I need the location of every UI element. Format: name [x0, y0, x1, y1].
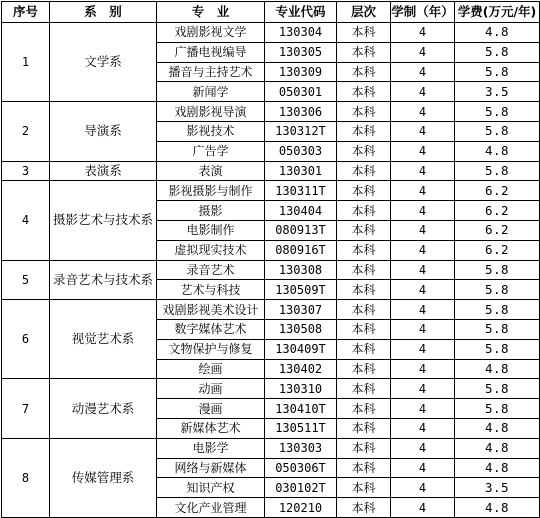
- major-level: 本科: [337, 498, 391, 518]
- major-code: 130306: [265, 102, 337, 122]
- major-years: 4: [391, 42, 455, 62]
- major-code: 130309: [265, 62, 337, 82]
- table-body: [2, 23, 540, 518]
- major-fee: 5.8: [455, 260, 540, 280]
- major-code: 030102T: [265, 478, 337, 498]
- department-number: 8: [2, 438, 50, 517]
- major-years: 4: [391, 498, 455, 518]
- major-code: 130304: [265, 23, 337, 43]
- header-level: 层次: [337, 2, 391, 23]
- major-years: 4: [391, 300, 455, 320]
- major-name: 戏剧影视美术设计: [157, 300, 265, 320]
- major-fee: 5.8: [455, 319, 540, 339]
- major-name: 录音艺术: [157, 260, 265, 280]
- department-number: 4: [2, 181, 50, 260]
- major-code: 120210: [265, 498, 337, 518]
- department-number: 1: [2, 23, 50, 102]
- major-code: 130310: [265, 379, 337, 399]
- major-fee: 4.8: [455, 141, 540, 161]
- major-years: 4: [391, 161, 455, 181]
- table-row: [2, 300, 540, 320]
- major-fee: 4.8: [455, 418, 540, 438]
- department-number: 2: [2, 102, 50, 161]
- major-level: 本科: [337, 300, 391, 320]
- major-level: 本科: [337, 458, 391, 478]
- major-level: 本科: [337, 339, 391, 359]
- table-row: [2, 379, 540, 399]
- major-fee: 4.8: [455, 23, 540, 43]
- major-level: 本科: [337, 418, 391, 438]
- major-years: 4: [391, 418, 455, 438]
- major-fee: 3.5: [455, 478, 540, 498]
- major-name: 知识产权: [157, 478, 265, 498]
- major-level: 本科: [337, 121, 391, 141]
- major-name: 艺术与科技: [157, 280, 265, 300]
- major-level: 本科: [337, 141, 391, 161]
- major-code: 080913T: [265, 220, 337, 240]
- major-code: 130508: [265, 319, 337, 339]
- major-fee: 5.8: [455, 280, 540, 300]
- table-row: [2, 181, 540, 201]
- major-years: 4: [391, 220, 455, 240]
- major-code: 130402: [265, 359, 337, 379]
- major-level: 本科: [337, 438, 391, 458]
- major-name: 戏剧影视文学: [157, 23, 265, 43]
- major-code: 050306T: [265, 458, 337, 478]
- major-years: 4: [391, 399, 455, 419]
- major-level: 本科: [337, 260, 391, 280]
- major-name: 新媒体艺术: [157, 418, 265, 438]
- major-code: 130509T: [265, 280, 337, 300]
- major-name: 播音与主持艺术: [157, 62, 265, 82]
- major-years: 4: [391, 62, 455, 82]
- major-years: 4: [391, 339, 455, 359]
- major-code: 050303: [265, 141, 337, 161]
- major-name: 新闻学: [157, 82, 265, 102]
- major-name: 动画: [157, 379, 265, 399]
- department-number: 5: [2, 260, 50, 300]
- major-code: 130511T: [265, 418, 337, 438]
- header-department: 系 别: [50, 2, 157, 23]
- header-fee: 学费(万元/年): [455, 2, 540, 23]
- major-code: 130409T: [265, 339, 337, 359]
- major-fee: 5.8: [455, 399, 540, 419]
- major-fee: 6.2: [455, 240, 540, 260]
- header-no: 序号: [2, 2, 50, 23]
- major-code: 130305: [265, 42, 337, 62]
- header-major: 专 业: [157, 2, 265, 23]
- major-name: 戏剧影视导演: [157, 102, 265, 122]
- major-code: 130312T: [265, 121, 337, 141]
- major-years: 4: [391, 240, 455, 260]
- major-fee: 5.8: [455, 121, 540, 141]
- major-level: 本科: [337, 42, 391, 62]
- major-years: 4: [391, 121, 455, 141]
- table-row: [2, 102, 540, 122]
- major-code: 130301: [265, 161, 337, 181]
- major-level: 本科: [337, 399, 391, 419]
- major-fee: 4.8: [455, 359, 540, 379]
- major-years: 4: [391, 280, 455, 300]
- major-name: 文物保护与修复: [157, 339, 265, 359]
- major-years: 4: [391, 438, 455, 458]
- major-fee: 4.8: [455, 458, 540, 478]
- major-level: 本科: [337, 23, 391, 43]
- header-years: 学制（年）: [391, 2, 455, 23]
- major-fee: 5.8: [455, 339, 540, 359]
- major-fee: 5.8: [455, 161, 540, 181]
- major-years: 4: [391, 260, 455, 280]
- major-level: 本科: [337, 102, 391, 122]
- table-row: [2, 260, 540, 280]
- major-level: 本科: [337, 240, 391, 260]
- major-code: 050301: [265, 82, 337, 102]
- department-number: 3: [2, 161, 50, 181]
- major-code: 130311T: [265, 181, 337, 201]
- department-name: 动漫艺术系: [50, 379, 157, 438]
- major-fee: 5.8: [455, 102, 540, 122]
- department-number: 6: [2, 300, 50, 379]
- major-code: 130410T: [265, 399, 337, 419]
- major-fee: 4.8: [455, 498, 540, 518]
- major-years: 4: [391, 82, 455, 102]
- major-name: 影视技术: [157, 121, 265, 141]
- major-name: 表演: [157, 161, 265, 181]
- department-number: 7: [2, 379, 50, 438]
- major-level: 本科: [337, 359, 391, 379]
- major-name: 广告学: [157, 141, 265, 161]
- major-name: 摄影: [157, 201, 265, 221]
- table-row: [2, 23, 540, 43]
- major-level: 本科: [337, 201, 391, 221]
- major-level: 本科: [337, 319, 391, 339]
- major-level: 本科: [337, 82, 391, 102]
- major-fee: 6.2: [455, 201, 540, 221]
- major-fee: 6.2: [455, 220, 540, 240]
- major-level: 本科: [337, 280, 391, 300]
- major-name: 绘画: [157, 359, 265, 379]
- major-code: 080916T: [265, 240, 337, 260]
- major-level: 本科: [337, 62, 391, 82]
- major-fee: 5.8: [455, 62, 540, 82]
- major-name: 电影制作: [157, 220, 265, 240]
- header-row: [2, 2, 540, 23]
- major-fee: 4.8: [455, 438, 540, 458]
- major-name: 电影学: [157, 438, 265, 458]
- major-name: 影视摄影与制作: [157, 181, 265, 201]
- major-name: 网络与新媒体: [157, 458, 265, 478]
- major-level: 本科: [337, 220, 391, 240]
- major-years: 4: [391, 181, 455, 201]
- major-code: 130307: [265, 300, 337, 320]
- major-name: 文化产业管理: [157, 498, 265, 518]
- major-level: 本科: [337, 161, 391, 181]
- major-years: 4: [391, 141, 455, 161]
- major-name: 漫画: [157, 399, 265, 419]
- header-code: 专业代码: [265, 2, 337, 23]
- major-years: 4: [391, 478, 455, 498]
- department-name: 摄影艺术与技术系: [50, 181, 157, 260]
- department-name: 录音艺术与技术系: [50, 260, 157, 300]
- department-name: 文学系: [50, 23, 157, 102]
- major-level: 本科: [337, 478, 391, 498]
- major-code: 130404: [265, 201, 337, 221]
- major-years: 4: [391, 319, 455, 339]
- major-fee: 5.8: [455, 42, 540, 62]
- department-name: 视觉艺术系: [50, 300, 157, 379]
- major-fee: 3.5: [455, 82, 540, 102]
- major-years: 4: [391, 458, 455, 478]
- major-name: 广播电视编导: [157, 42, 265, 62]
- major-years: 4: [391, 359, 455, 379]
- major-level: 本科: [337, 181, 391, 201]
- department-name: 传媒管理系: [50, 438, 157, 517]
- major-level: 本科: [337, 379, 391, 399]
- major-years: 4: [391, 102, 455, 122]
- major-fee: 5.8: [455, 300, 540, 320]
- major-code: 130303: [265, 438, 337, 458]
- major-name: 虚拟现实技术: [157, 240, 265, 260]
- department-name: 导演系: [50, 102, 157, 161]
- major-name: 数字媒体艺术: [157, 319, 265, 339]
- major-years: 4: [391, 201, 455, 221]
- major-years: 4: [391, 379, 455, 399]
- major-fee: 5.8: [455, 379, 540, 399]
- major-code: 130308: [265, 260, 337, 280]
- table-row: [2, 438, 540, 458]
- major-years: 4: [391, 23, 455, 43]
- department-name: 表演系: [50, 161, 157, 181]
- major-fee: 6.2: [455, 181, 540, 201]
- table-row: [2, 161, 540, 181]
- majors-table: [1, 1, 540, 518]
